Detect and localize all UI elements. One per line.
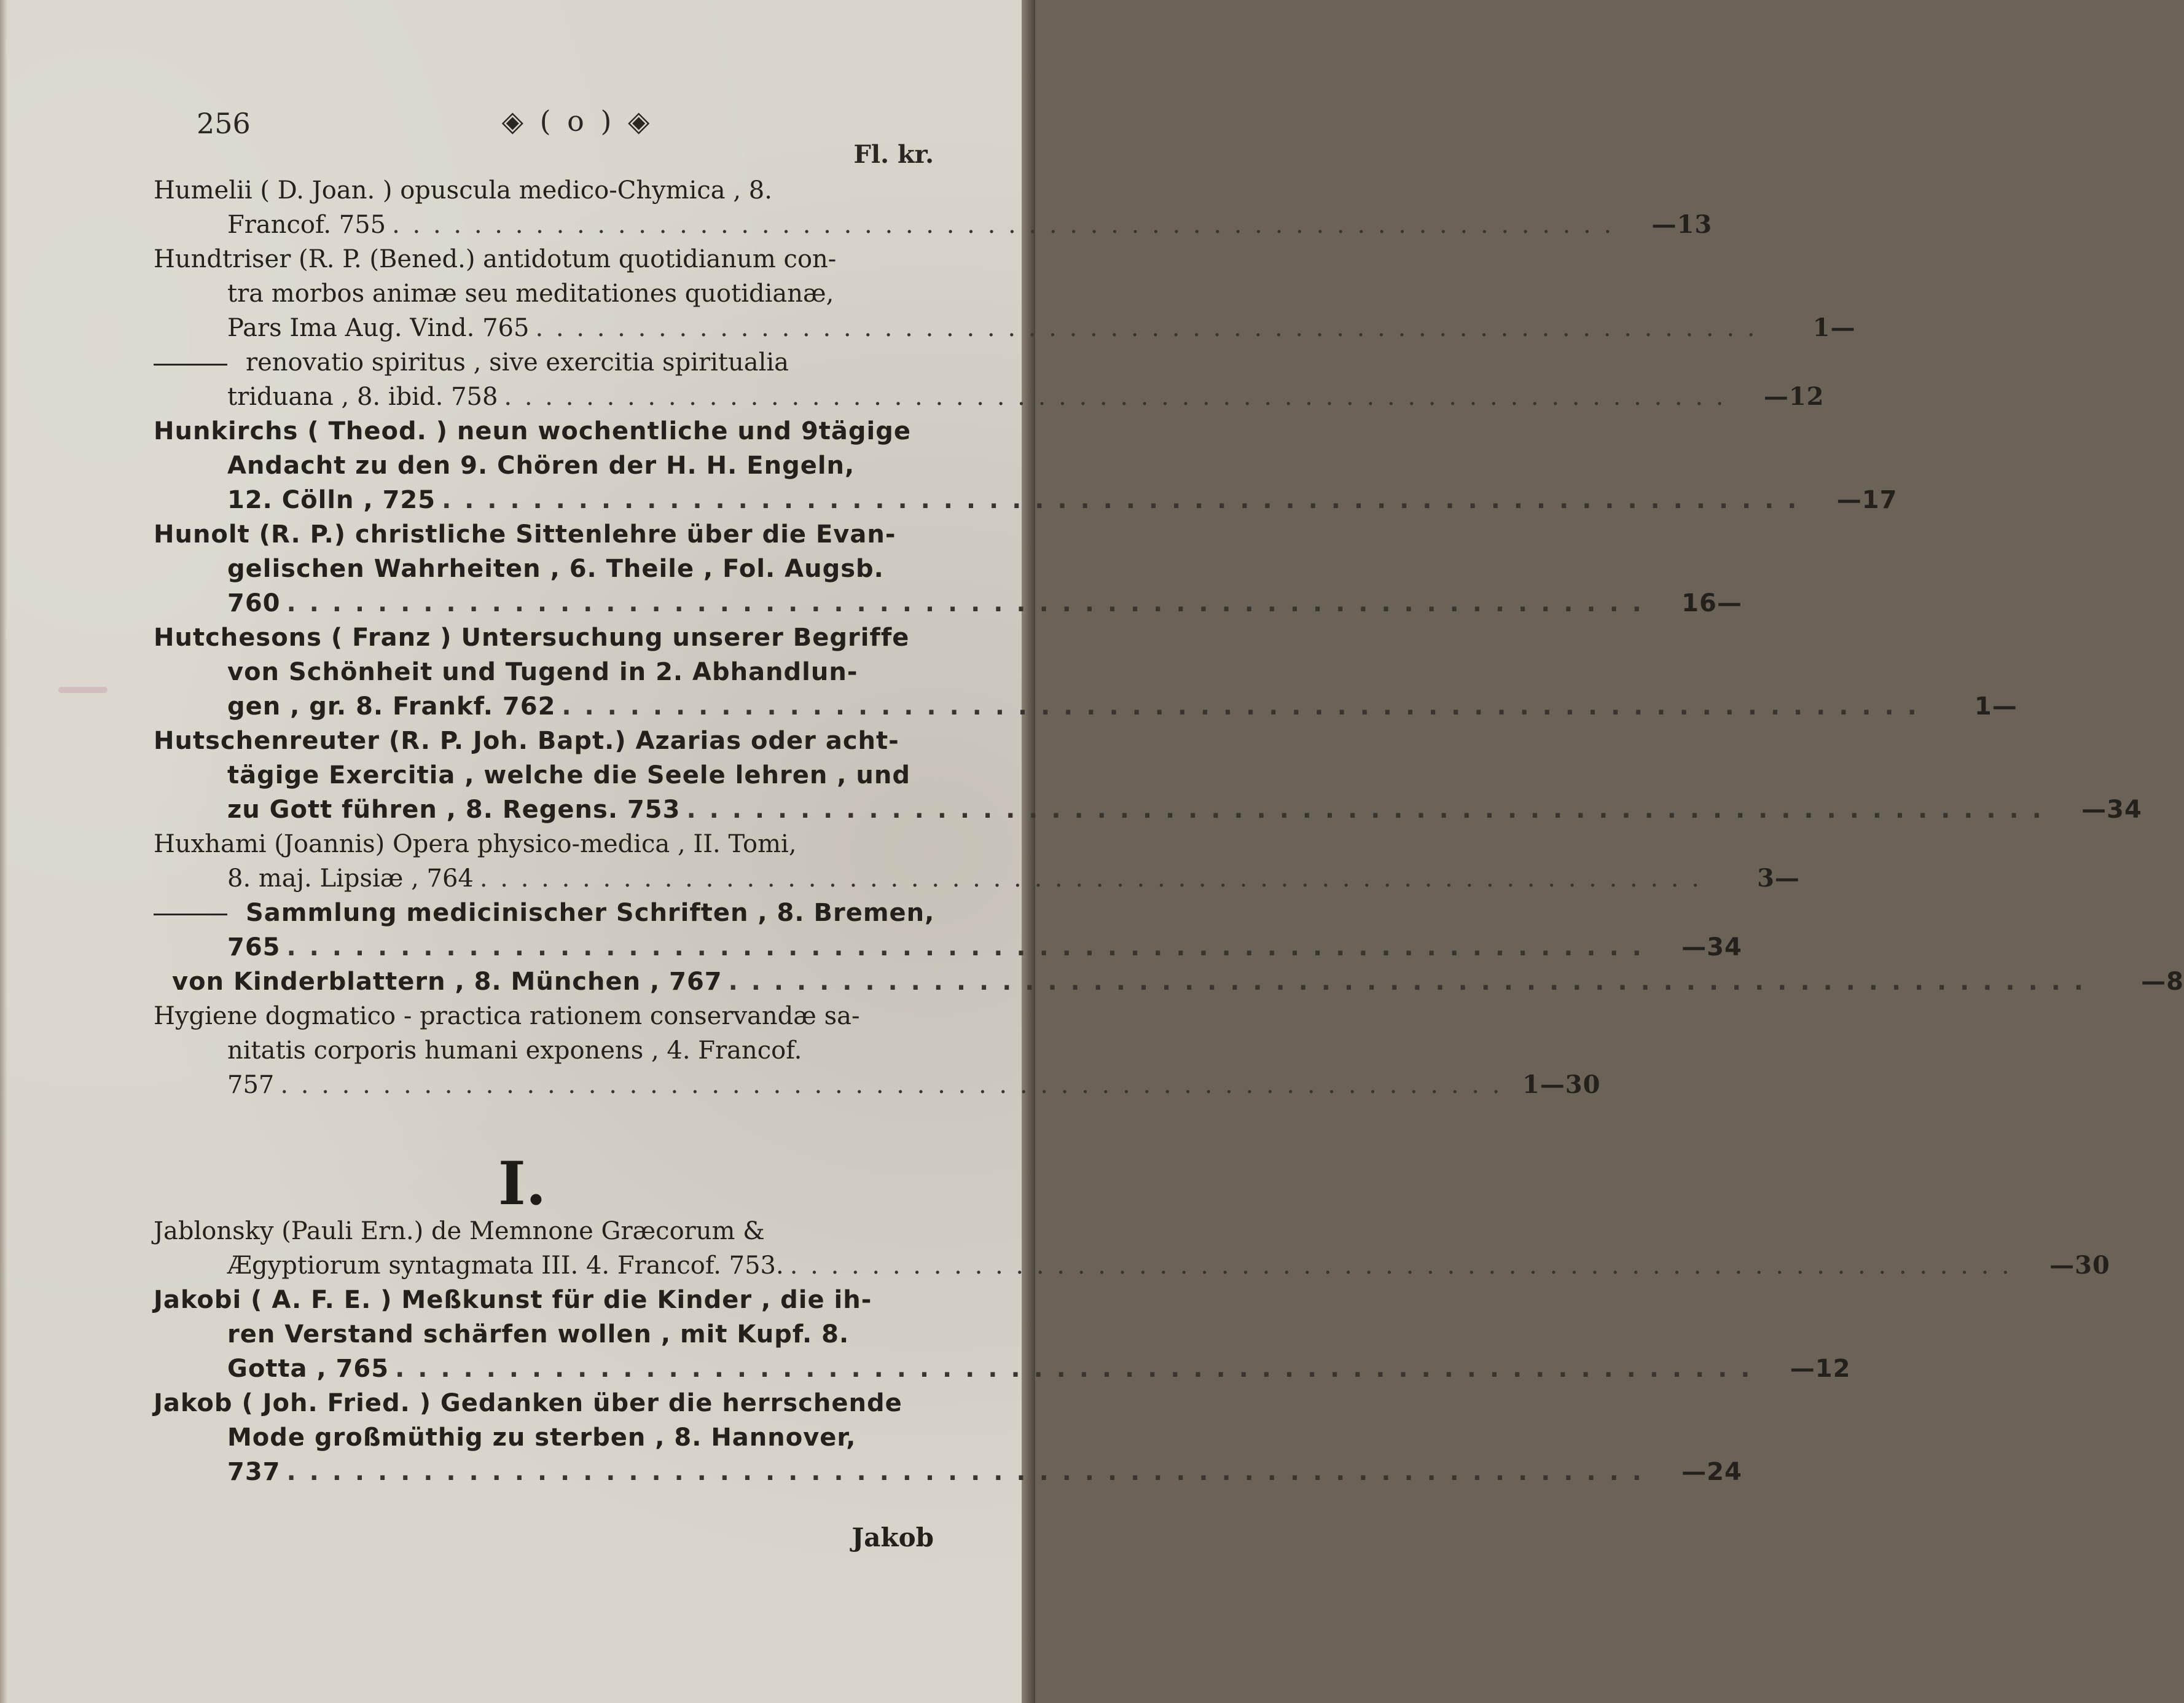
entry-text: 757	[227, 1071, 275, 1099]
leader-dots: . . . . . . . . . . . . . . . . . . . . . . . . . . . . . . . . . . . . . . . . . . . . . . . . . . . . . . . . . . . .	[728, 968, 2086, 996]
entry-last-line	[154, 208, 1713, 242]
entry-price: —30	[2049, 1251, 2110, 1280]
entry-text: tra morbos animæ seu meditationes quotidianæ,	[227, 280, 834, 308]
entry-price: —34	[2081, 796, 2142, 824]
entry-text: Mode großmüthig zu sterben , 8. Hannover,	[227, 1423, 856, 1452]
entry-line	[154, 1283, 934, 1317]
leader-dots: . . . . . . . . . . . . . . . . . . . . . . . . . . . . . . . . . . . . . . . . . . . . . . . . . . . . . . . . . . . .	[286, 589, 1644, 617]
entry-price: —34	[1681, 933, 1742, 961]
entry-line	[154, 1033, 934, 1068]
entry-text: zu Gott führen , 8. Regens. 753	[227, 796, 681, 824]
entry-text: Hygiene dogmatico - practica rationem conservandæ sa-	[154, 1002, 860, 1030]
catalog-entry	[154, 1386, 1742, 1489]
catalog-entry	[154, 345, 1825, 414]
leader-dots: . . . . . . . . . . . . . . . . . . . . . . . . . . . . . . . . . . . . . . . . . . . . . . . . . . . . . . . . . . . .	[286, 933, 1644, 961]
entry-text: Hutchesons ( Franz ) Untersuchung unserer Begriffe	[154, 624, 910, 652]
entry-line	[154, 173, 934, 208]
entry-text: von Kinderblattern , 8. München , 767	[172, 968, 722, 996]
entry-price: —12	[1763, 382, 1825, 411]
leader-dots: . . . . . . . . . . . . . . . . . . . . . . . . . . . . . . . . . . . . . . . . . . . . . . . . . . . . . . . . . . . .	[286, 1458, 1644, 1486]
entry-line	[154, 999, 934, 1033]
leader-dots: . . . . . . . . . . . . . . . . . . . . . . . . . . . . . . . . . . . . . . . . . . . . . . . . . . . . . . . . . . . .	[280, 1071, 1503, 1099]
entry-line	[154, 552, 934, 586]
entry-line	[154, 414, 934, 448]
catalog-entry	[154, 517, 1742, 621]
entry-last-line	[154, 689, 2018, 724]
entry-text: tägige Exercitia , welche die Seele lehren , und	[227, 761, 910, 789]
catalog-entry	[154, 414, 1898, 517]
leader-dots: . . . . . . . . . . . . . . . . . . . . . . . . . . . . . . . . . . . . . . . . . . . . . . . . . . . . . . . . . . . .	[686, 796, 2044, 824]
entry-last-line	[154, 1455, 1742, 1489]
catalog-entry	[154, 173, 1713, 242]
entry-text: Jakobi ( A. F. E. ) Meßkunst für die Kinder , die ih-	[154, 1286, 872, 1314]
entry-text: Jakob ( Joh. Fried. ) Gedanken über die herrschende	[154, 1389, 902, 1417]
entry-price: 3—	[1757, 864, 1800, 893]
leader-dots: . . . . . . . . . . . . . . . . . . . . . . . . . . . . . . . . . . . . . . . . . . . . . . . . . . . . . . . . . . . .	[442, 486, 1799, 514]
entry-text: Gotta , 765	[227, 1355, 389, 1383]
catalog-entries-i	[154, 1214, 2110, 1489]
entry-price: 1—	[1974, 692, 2018, 721]
ink-stain	[58, 687, 108, 693]
entry-text: renovatio spiritus , sive exercitia spiritualia	[246, 348, 789, 377]
entry-line	[154, 517, 934, 552]
entry-line	[154, 621, 934, 655]
entry-line	[154, 896, 934, 930]
entry-price: —12	[1790, 1355, 1851, 1383]
entry-text: Hunkirchs ( Theod. ) neun wochentliche und 9tägige	[154, 417, 911, 445]
entry-price: —13	[1651, 210, 1713, 239]
catalog-entries-h	[154, 173, 2184, 1102]
catalog-entry	[154, 896, 1742, 965]
catchword: Jakob	[851, 1522, 934, 1552]
entry-price: —24	[1681, 1458, 1742, 1486]
entry-line	[154, 1386, 934, 1420]
leader-dots: . . . . . . . . . . . . . . . . . . . . . . . . . . . . . . . . . . . . . . . . . . . . . . . . . . . . . . . . . . . .	[395, 1355, 1753, 1383]
entry-line	[154, 242, 934, 276]
entry-last-line	[154, 1068, 1601, 1102]
entry-last-line	[154, 930, 1742, 965]
entry-price: —17	[1836, 486, 1898, 514]
entry-text: Jablonsky (Pauli Ern.) de Memnone Græcorum &	[154, 1217, 765, 1245]
leader-dots: . . . . . . . . . . . . . . . . . . . . . . . . . . . . . . . . . . . . . . . . . . . . . . . . . . . . . . . . . . . .	[562, 692, 1919, 721]
entry-last-line	[154, 586, 1742, 621]
entry-text: Hutschenreuter (R. P. Joh. Bapt.) Azarias oder acht-	[154, 727, 899, 755]
entry-line	[154, 758, 934, 793]
catalog-entry	[154, 1214, 2110, 1283]
entry-text: nitatis corporis humani exponens , 4. Francof.	[227, 1036, 802, 1065]
ditto-dash	[154, 914, 227, 915]
entry-text: 765	[227, 933, 281, 961]
entry-text: von Schönheit und Tugend in 2. Abhandlun-	[227, 658, 858, 686]
entry-text: gen , gr. 8. Frankf. 762	[227, 692, 556, 721]
entry-price: —8	[2141, 968, 2184, 996]
entry-last-line	[154, 793, 2142, 827]
header-ornament: ◈ ( o ) ◈	[501, 104, 654, 138]
entry-text: Hundtriser (R. P. (Bened.) antidotum quotidianum con-	[154, 245, 837, 273]
entry-text: 737	[227, 1458, 281, 1486]
entry-text: triduana , 8. ibid. 758	[227, 383, 498, 411]
entry-price: 16—	[1681, 589, 1742, 617]
entry-price: 1—	[1812, 313, 1856, 342]
leader-dots: . . . . . . . . . . . . . . . . . . . . . . . . . . . . . . . . . . . . . . . . . . . . . . . . . . . . . . . . . . . .	[392, 211, 1615, 239]
page-number: 256	[197, 107, 251, 140]
entry-last-line	[154, 311, 1856, 345]
page-edge-shadow	[0, 0, 7, 1703]
catalog-entry	[154, 965, 2184, 999]
section-heading: I.	[498, 1149, 547, 1218]
entry-line	[154, 827, 934, 861]
entry-last-line	[154, 1352, 1851, 1386]
entry-text: Huxhami (Joannis) Opera physico-medica , II. Tomi,	[154, 830, 797, 858]
entry-text: 760	[227, 589, 281, 617]
entry-last-line	[154, 1248, 2110, 1283]
entry-text: Humelii ( D. Joan. ) opuscula medico-Chymica , 8.	[154, 176, 772, 205]
entry-last-line	[154, 483, 1898, 517]
entry-last-line	[154, 380, 1825, 414]
entry-line	[154, 448, 934, 483]
entry-line	[154, 1214, 934, 1248]
ditto-dash	[154, 364, 227, 366]
catalog-entry	[154, 1283, 1851, 1386]
entry-line	[154, 345, 934, 380]
leader-dots: . . . . . . . . . . . . . . . . . . . . . . . . . . . . . . . . . . . . . . . . . . . . . . . . . . . . . . . . . . . .	[479, 864, 1702, 893]
leader-dots: . . . . . . . . . . . . . . . . . . . . . . . . . . . . . . . . . . . . . . . . . . . . . . . . . . . . . . . . . . . .	[789, 1251, 2012, 1280]
catalog-entry	[154, 621, 2018, 724]
entry-line	[154, 276, 934, 311]
entry-price: 1—30	[1522, 1070, 1601, 1099]
catalog-entry	[154, 999, 1601, 1102]
entry-last-line	[154, 965, 2184, 999]
entry-text: Sammlung medicinischer Schriften , 8. Bremen,	[246, 899, 935, 927]
entry-text: ren Verstand schärfen wollen , mit Kupf. 8.	[227, 1320, 850, 1349]
entry-text: 12. Cölln , 725	[227, 486, 436, 514]
entry-text: Pars Ima Aug. Vind. 765	[227, 314, 530, 342]
entry-line	[154, 655, 934, 689]
leader-dots: . . . . . . . . . . . . . . . . . . . . . . . . . . . . . . . . . . . . . . . . . . . . . . . . . . . . . . . . . . . .	[504, 383, 1726, 411]
entry-line	[154, 1317, 934, 1352]
entry-text: Hunolt (R. P.) christliche Sittenlehre über die Evan-	[154, 520, 896, 549]
catalog-entry	[154, 242, 1856, 345]
entry-line	[154, 724, 934, 758]
catalog-entry	[154, 724, 2142, 827]
entry-text: 8. maj. Lipsiæ , 764	[227, 864, 474, 893]
entry-line	[154, 1420, 934, 1455]
catalog-entry	[154, 827, 1800, 896]
price-column-header: Fl. kr.	[853, 140, 934, 169]
book-spine-shadow	[1022, 0, 1035, 1703]
entry-last-line	[154, 861, 1800, 896]
entry-text: gelischen Wahrheiten , 6. Theile , Fol. Augsb.	[227, 555, 884, 583]
entry-text: Andacht zu den 9. Chören der H. H. Engeln,	[227, 452, 855, 480]
leader-dots: . . . . . . . . . . . . . . . . . . . . . . . . . . . . . . . . . . . . . . . . . . . . . . . . . . . . . . . . . . . .	[535, 314, 1758, 342]
entry-text: Francof. 755	[227, 211, 386, 239]
entry-text: Ægyptiorum syntagmata III. 4. Francof. 753.	[227, 1251, 784, 1280]
